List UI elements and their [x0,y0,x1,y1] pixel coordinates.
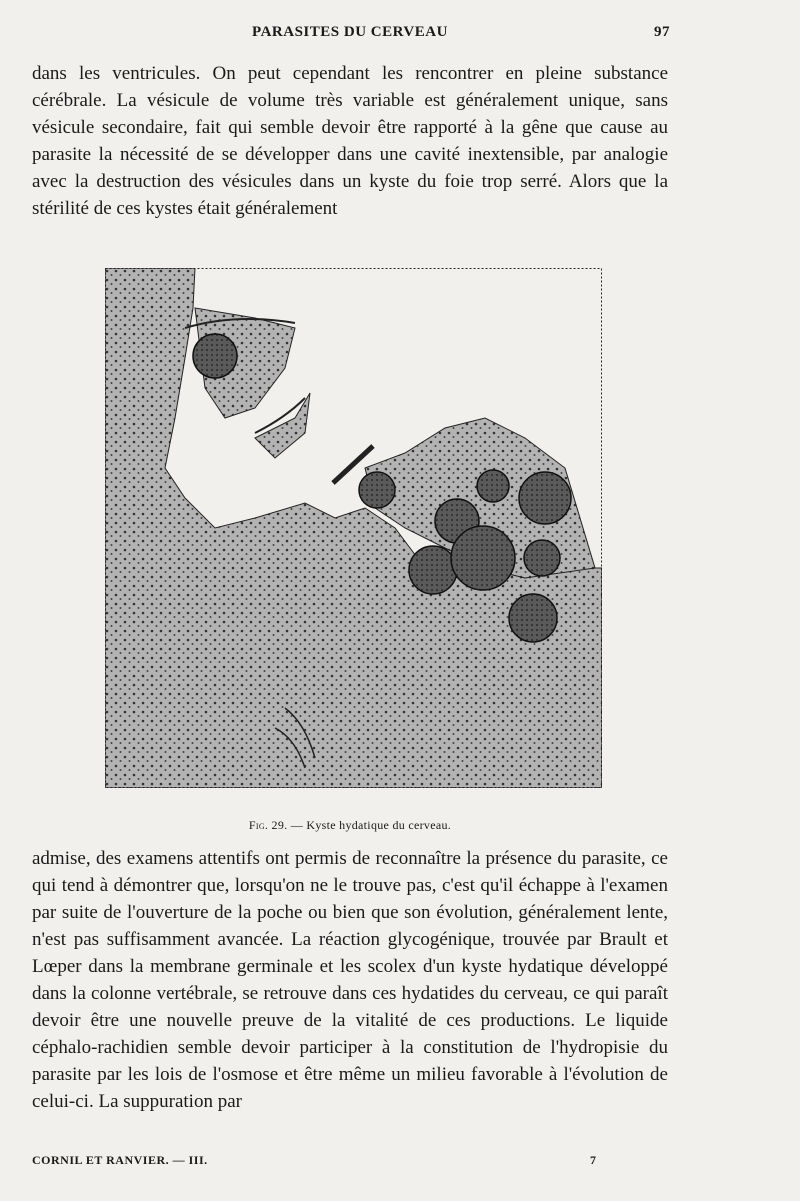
cyst [193,334,237,378]
tissue-fragment [255,393,310,458]
page-footer [30,1153,670,1173]
running-header [30,24,670,50]
paragraph-bottom: admise, des examens attentifs ont permis de reconnaître la présence du parasite, ce qui tend à démontrer que, lorsqu'on ne le trouve pas, c'est qu'il échappe à l'examen par suite de l'ouverture de la poche ou bien que son évolution, généralement lente, n'est pas suffisamment avancée. La réaction glycogénique, trouvée par Brault et Lœper dans la membrane germinale et les scolex d'un kyste hydatique développé dans la colonne vertébrale, se retrouve dans ces hydatides du cerveau, ce qui paraît devoir être une nouvelle preuve de la vitalité de ces productions. Le liquide céphalo-rachidien semble devoir participer à la constitution de l'hydropisie du parasite par les lois de l'osmose et être même un milieu favorable à l'évolution de celui-ci. La suppuration par [32,848,668,1112]
cyst [451,526,515,590]
figure-caption-text: — Kyste hydatique du cerveau. [290,818,452,832]
page-number: 97 [654,24,670,40]
cyst [509,594,557,642]
cyst [359,472,395,508]
figure-caption [215,818,485,833]
sheet-number: 7 [590,1153,597,1167]
figure-illustration [105,268,602,788]
running-title: PARASITES DU CERVEAU [252,24,448,40]
cyst [409,546,457,594]
paragraph-top: dans les ventricules. On peut cependant les rencontrer en pleine substance cérébrale. La vésicule de volume très variable est généralement unique, sans vésicule secondaire, fait qui semble devoir être rapporté à la gêne que cause au parasite la nécessité de se développer dans une cavité inextensible, par analogie avec la destruction des vésicules dans un kyste du foie trop serré. Alors que la stérilité de ces kystes était généralement [32,63,668,219]
cyst [519,472,571,524]
histology-engraving [105,268,602,788]
figure-label: Fig. 29. [248,818,288,832]
cyst [524,540,560,576]
cyst [477,470,509,502]
printer-signature: CORNIL ET RANVIER. — III. [32,1153,208,1167]
